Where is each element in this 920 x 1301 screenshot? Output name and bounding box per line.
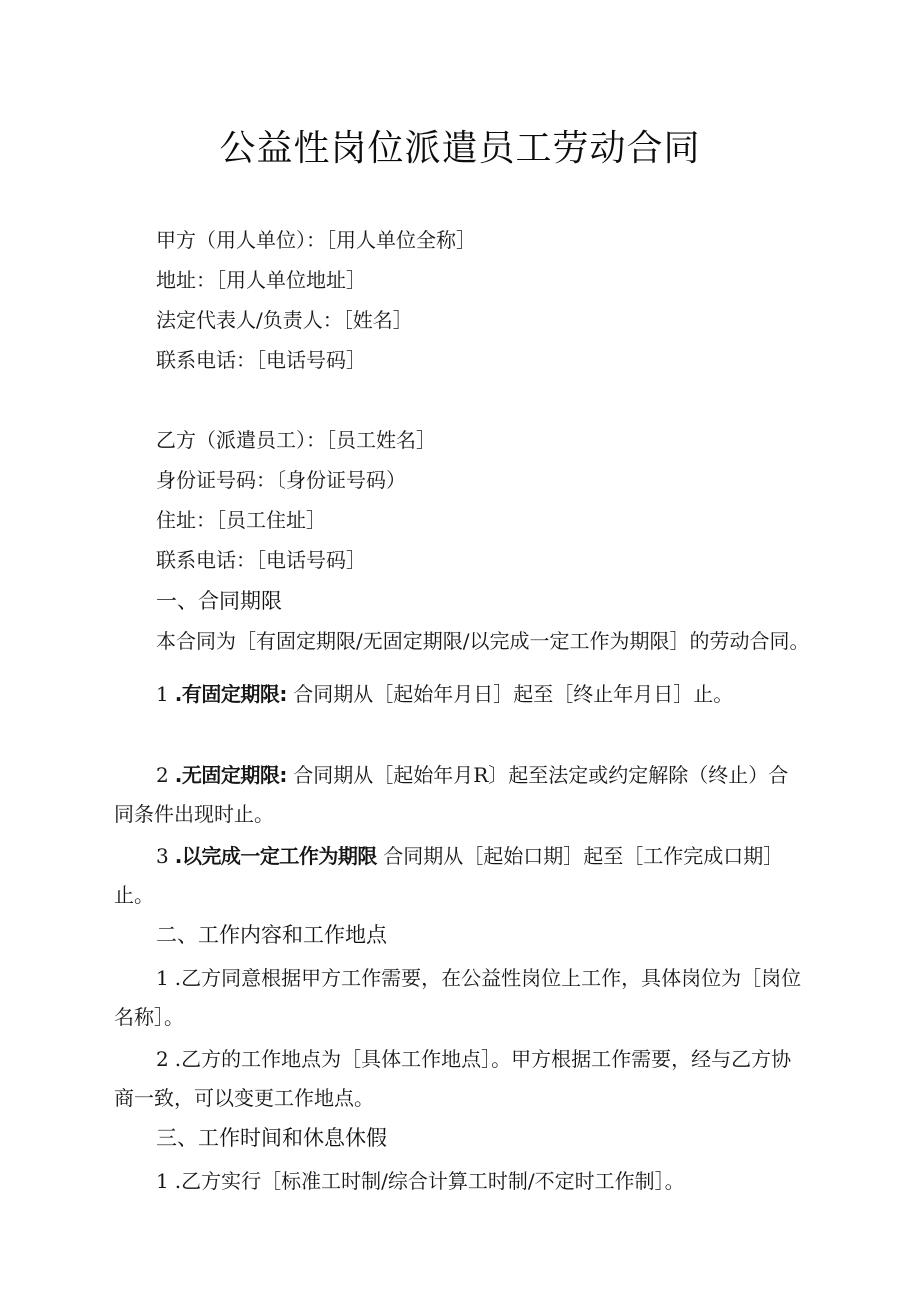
section-1-item-2 [156,762,788,788]
party-a-address: 地址：［用人单位地址］ [156,268,366,292]
section-2-item-1-continued: 名称］。 [114,1005,184,1029]
party-a-phone: 联系电话：［电话号码］ [156,348,366,372]
section-1-item-3 [156,843,783,869]
party-b-name: 乙方（派遣员工）：［员工姓名］ [156,428,436,452]
item-number: 1 [156,1169,169,1193]
section-1-item-1 [156,681,733,707]
document-title: 公益性岗位派遣员工劳动合同 [219,128,701,169]
party-b-phone: 联系电话：［电话号码］ [156,548,366,572]
item-number: 3 [156,844,169,868]
section-2-item-2-continued: 商一致，可以变更工作地点。 [114,1086,374,1110]
section-1-heading: 一、合同期限 [156,589,282,613]
section-3-item-1 [156,1168,685,1194]
item-label: .以完成一定工作为期限 [174,844,377,868]
party-a-name: 甲方（用人单位）：［用人单位全称］ [156,228,476,252]
section-2-item-2 [156,1046,791,1072]
item-number: 1 [156,966,169,990]
item-text: 合同期从［起始年月日］起至［终止年月日］止。 [293,682,734,706]
item-text: 合同期从［起始口期］起至［工作完成口期］ [383,844,784,868]
party-b-id-number: 身份证号码：〔身份证号码） [156,468,406,492]
item-number: 2 [156,1047,169,1071]
section-2-item-1 [156,965,801,991]
item-label: .无固定期限: [174,763,287,787]
item-number: 1 [156,682,169,706]
section-2-heading: 二、工作内容和工作地点 [156,923,387,947]
item-label: .有固定期限: [174,682,287,706]
item-number: 2 [156,763,169,787]
party-a-legal-rep: 法定代表人/负责人：［姓名］ [156,308,413,332]
section-1-item-3-continued: 止。 [114,883,154,907]
item-text: .乙方实行［标准工时制/综合计算工时制/不定时工作制］。 [174,1169,685,1193]
item-text: .乙方同意根据甲方工作需要，在公益性岗位上工作，具体岗位为［岗位 [174,966,802,990]
party-b-address: 住址：［员工住址］ [156,508,326,532]
item-text: .乙方的工作地点为［具体工作地点］。甲方根据工作需要，经与乙方协 [174,1047,792,1071]
item-text: 合同期从［起始年月R〕起至法定或约定解除（终止）合 [293,763,789,787]
section-3-heading: 三、工作时间和休息休假 [156,1126,387,1150]
section-1-intro: 本合同为［有固定期限/无固定期限/以完成一定工作为期限］的劳动合同。 [156,629,810,653]
section-1-item-2-continued: 同条件出现时止。 [114,802,274,826]
